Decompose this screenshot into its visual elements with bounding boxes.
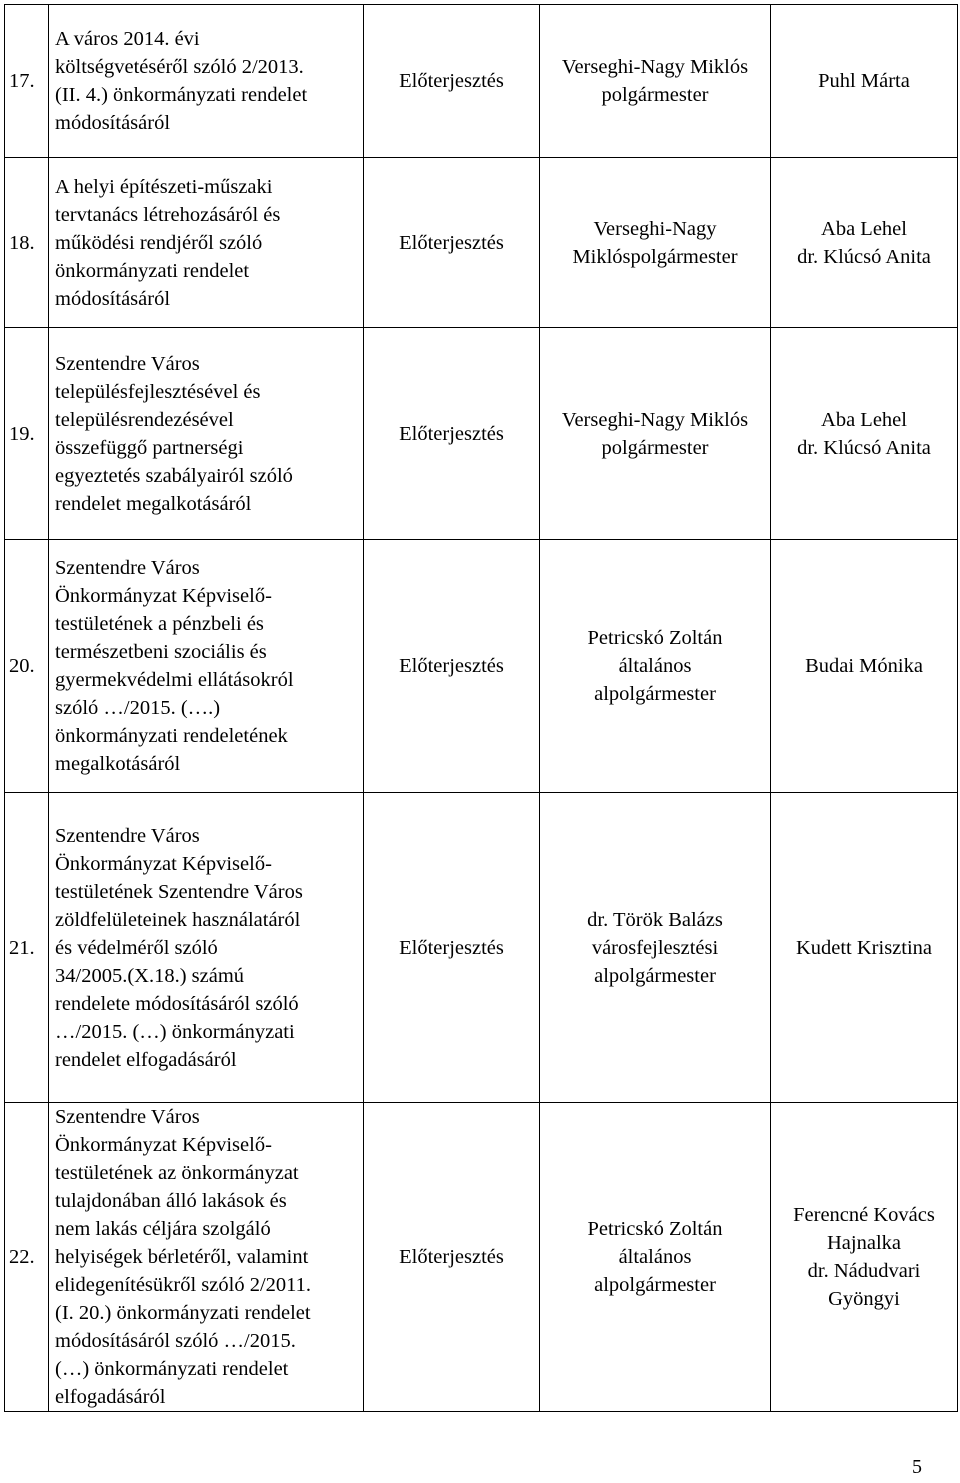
item-staff	[771, 5, 958, 158]
item-title-line: (I. 20.) önkormányzati rendelet	[55, 1302, 311, 1324]
item-presenter	[540, 1103, 771, 1412]
item-staff	[771, 328, 958, 540]
item-title-line: módosításáról	[55, 112, 171, 134]
item-title	[49, 540, 364, 793]
item-staff-line: Puhl Márta	[818, 70, 910, 92]
item-title-line: testületének Szentendre Város	[55, 880, 303, 903]
item-title-line: A helyi építészeti-műszaki	[55, 175, 273, 198]
agenda-row	[5, 1103, 958, 1412]
item-staff-line: Aba Lehel	[821, 217, 907, 240]
item-number: 19.	[5, 328, 49, 540]
item-title-line: Szentendre Város	[55, 352, 200, 375]
item-presenter-line: Verseghi-Nagy Miklós	[561, 408, 749, 431]
item-title-line: természetbeni szociális és	[55, 641, 267, 663]
item-type: Előterjesztés	[364, 5, 540, 158]
item-presenter-line: alpolgármester	[594, 1274, 716, 1296]
item-staff-line: Aba Lehel	[821, 408, 907, 431]
item-type: Előterjesztés	[364, 328, 540, 540]
item-title-line: rendelet megalkotásáról	[55, 492, 252, 515]
item-title-line: rendelet elfogadásáról	[55, 1048, 237, 1071]
item-title-line: Szentendre Város	[55, 824, 200, 847]
item-title-line: önkormányzati rendelet	[55, 259, 250, 282]
item-title-line: szóló …/2015. (….)	[55, 697, 221, 719]
item-title-line: zöldfelületeinek használatáról	[55, 908, 301, 931]
item-title	[49, 1103, 364, 1412]
item-title	[49, 328, 364, 540]
item-title-line: (…) önkormányzati rendelet	[55, 1358, 289, 1380]
item-title-line: testületének az önkormányzat	[55, 1162, 299, 1184]
item-title-line: Önkormányzat Képviselő-	[55, 852, 272, 875]
item-title-line: módosításáról szóló …/2015.	[55, 1330, 296, 1352]
item-presenter-line: városfejlesztési	[591, 936, 719, 959]
item-number: 21.	[5, 793, 49, 1103]
item-type: Előterjesztés	[364, 540, 540, 793]
item-title-line: helyiségek bérletéről, valamint	[55, 1246, 309, 1268]
item-presenter	[540, 328, 771, 540]
item-title-line: gyermekvédelmi ellátásokról	[55, 669, 294, 691]
item-presenter-line: általános	[618, 655, 692, 677]
item-title-line: tulajdonában álló lakások és	[55, 1190, 287, 1212]
item-title	[49, 5, 364, 158]
item-title-line: településfejlesztésével és	[55, 380, 261, 403]
item-title-line: 34/2005.(X.18.) számú	[55, 964, 245, 987]
item-staff-line: dr. Klúcsó Anita	[797, 436, 931, 459]
item-title-line: elidegenítésükről szóló 2/2011.	[55, 1274, 312, 1296]
item-title-line: rendelete módosításáról szóló	[55, 992, 299, 1015]
item-title-line: összefüggő partnerségi	[55, 436, 244, 459]
item-title-line: Szentendre Város	[55, 1106, 200, 1128]
item-staff-line: dr. Nádudvari	[807, 1260, 921, 1282]
agenda-row	[5, 328, 958, 540]
item-presenter-line: Verseghi-Nagy	[593, 217, 717, 240]
item-title-line: és védelméről szóló	[55, 936, 218, 959]
item-title-line: településrendezésével	[55, 408, 234, 431]
item-type: Előterjesztés	[364, 793, 540, 1103]
item-staff-line: Hajnalka	[827, 1232, 901, 1254]
item-number: 17.	[5, 5, 49, 158]
item-presenter	[540, 5, 771, 158]
item-title-line: elfogadásáról	[55, 1386, 166, 1408]
item-presenter-line: alpolgármester	[594, 683, 716, 705]
item-staff-line: Gyöngyi	[828, 1288, 900, 1310]
item-staff	[771, 1103, 958, 1412]
item-presenter-line: általános	[618, 1246, 692, 1268]
item-title-line: egyeztetés szabályairól szóló	[55, 464, 293, 487]
item-presenter-line: Miklóspolgármester	[572, 245, 738, 268]
item-title-line: Szentendre Város	[55, 557, 200, 579]
item-title-line: önkormányzati rendeletének	[55, 725, 288, 747]
item-title-line: Önkormányzat Képviselő-	[55, 585, 272, 607]
item-title-line: működési rendjéről szóló	[55, 231, 263, 254]
item-staff	[771, 793, 958, 1103]
item-title-line: megalkotásáról	[55, 753, 181, 775]
item-staff	[771, 158, 958, 328]
item-title-line: nem lakás céljára szolgáló	[55, 1218, 271, 1240]
item-staff	[771, 540, 958, 793]
item-staff-line: Ferencné Kovács	[793, 1204, 935, 1226]
item-staff-line: Kudett Krisztina	[795, 936, 933, 959]
item-presenter-line: Petricskó Zoltán	[587, 1218, 723, 1240]
agenda-table	[4, 4, 958, 1412]
item-presenter-line: Verseghi-Nagy Miklós	[561, 56, 749, 78]
agenda-row	[5, 158, 958, 328]
agenda-row	[5, 793, 958, 1103]
item-presenter-line: dr. Török Balázs	[587, 908, 723, 931]
item-title-line: módosításáról	[55, 287, 171, 310]
agenda-row	[5, 540, 958, 793]
item-title-line: …/2015. (…) önkormányzati	[55, 1020, 295, 1043]
item-staff-line: Budai Mónika	[805, 655, 923, 677]
agenda-table-body	[5, 5, 958, 1412]
item-presenter-line: polgármester	[601, 436, 709, 459]
item-number: 18.	[5, 158, 49, 328]
item-presenter-line: Petricskó Zoltán	[587, 627, 723, 649]
item-title-line: (II. 4.) önkormányzati rendelet	[55, 84, 308, 106]
item-title-line: tervtanács létrehozásáról és	[55, 203, 281, 226]
item-type: Előterjesztés	[364, 1103, 540, 1412]
item-title-line: A város 2014. évi	[55, 28, 200, 50]
item-presenter	[540, 793, 771, 1103]
page-number: 5	[912, 1456, 922, 1478]
item-title-line: költségvetéséről szóló 2/2013.	[55, 56, 304, 78]
item-type: Előterjesztés	[364, 158, 540, 328]
item-title	[49, 158, 364, 328]
item-title	[49, 793, 364, 1103]
item-title-line: Önkormányzat Képviselő-	[55, 1134, 272, 1156]
item-staff-line: dr. Klúcsó Anita	[797, 245, 931, 268]
item-number: 22.	[5, 1103, 49, 1412]
item-presenter	[540, 540, 771, 793]
item-presenter-line: alpolgármester	[594, 964, 716, 987]
item-title-line: testületének a pénzbeli és	[55, 613, 264, 635]
item-presenter-line: polgármester	[601, 84, 709, 106]
agenda-row	[5, 5, 958, 158]
item-number: 20.	[5, 540, 49, 793]
item-presenter	[540, 158, 771, 328]
